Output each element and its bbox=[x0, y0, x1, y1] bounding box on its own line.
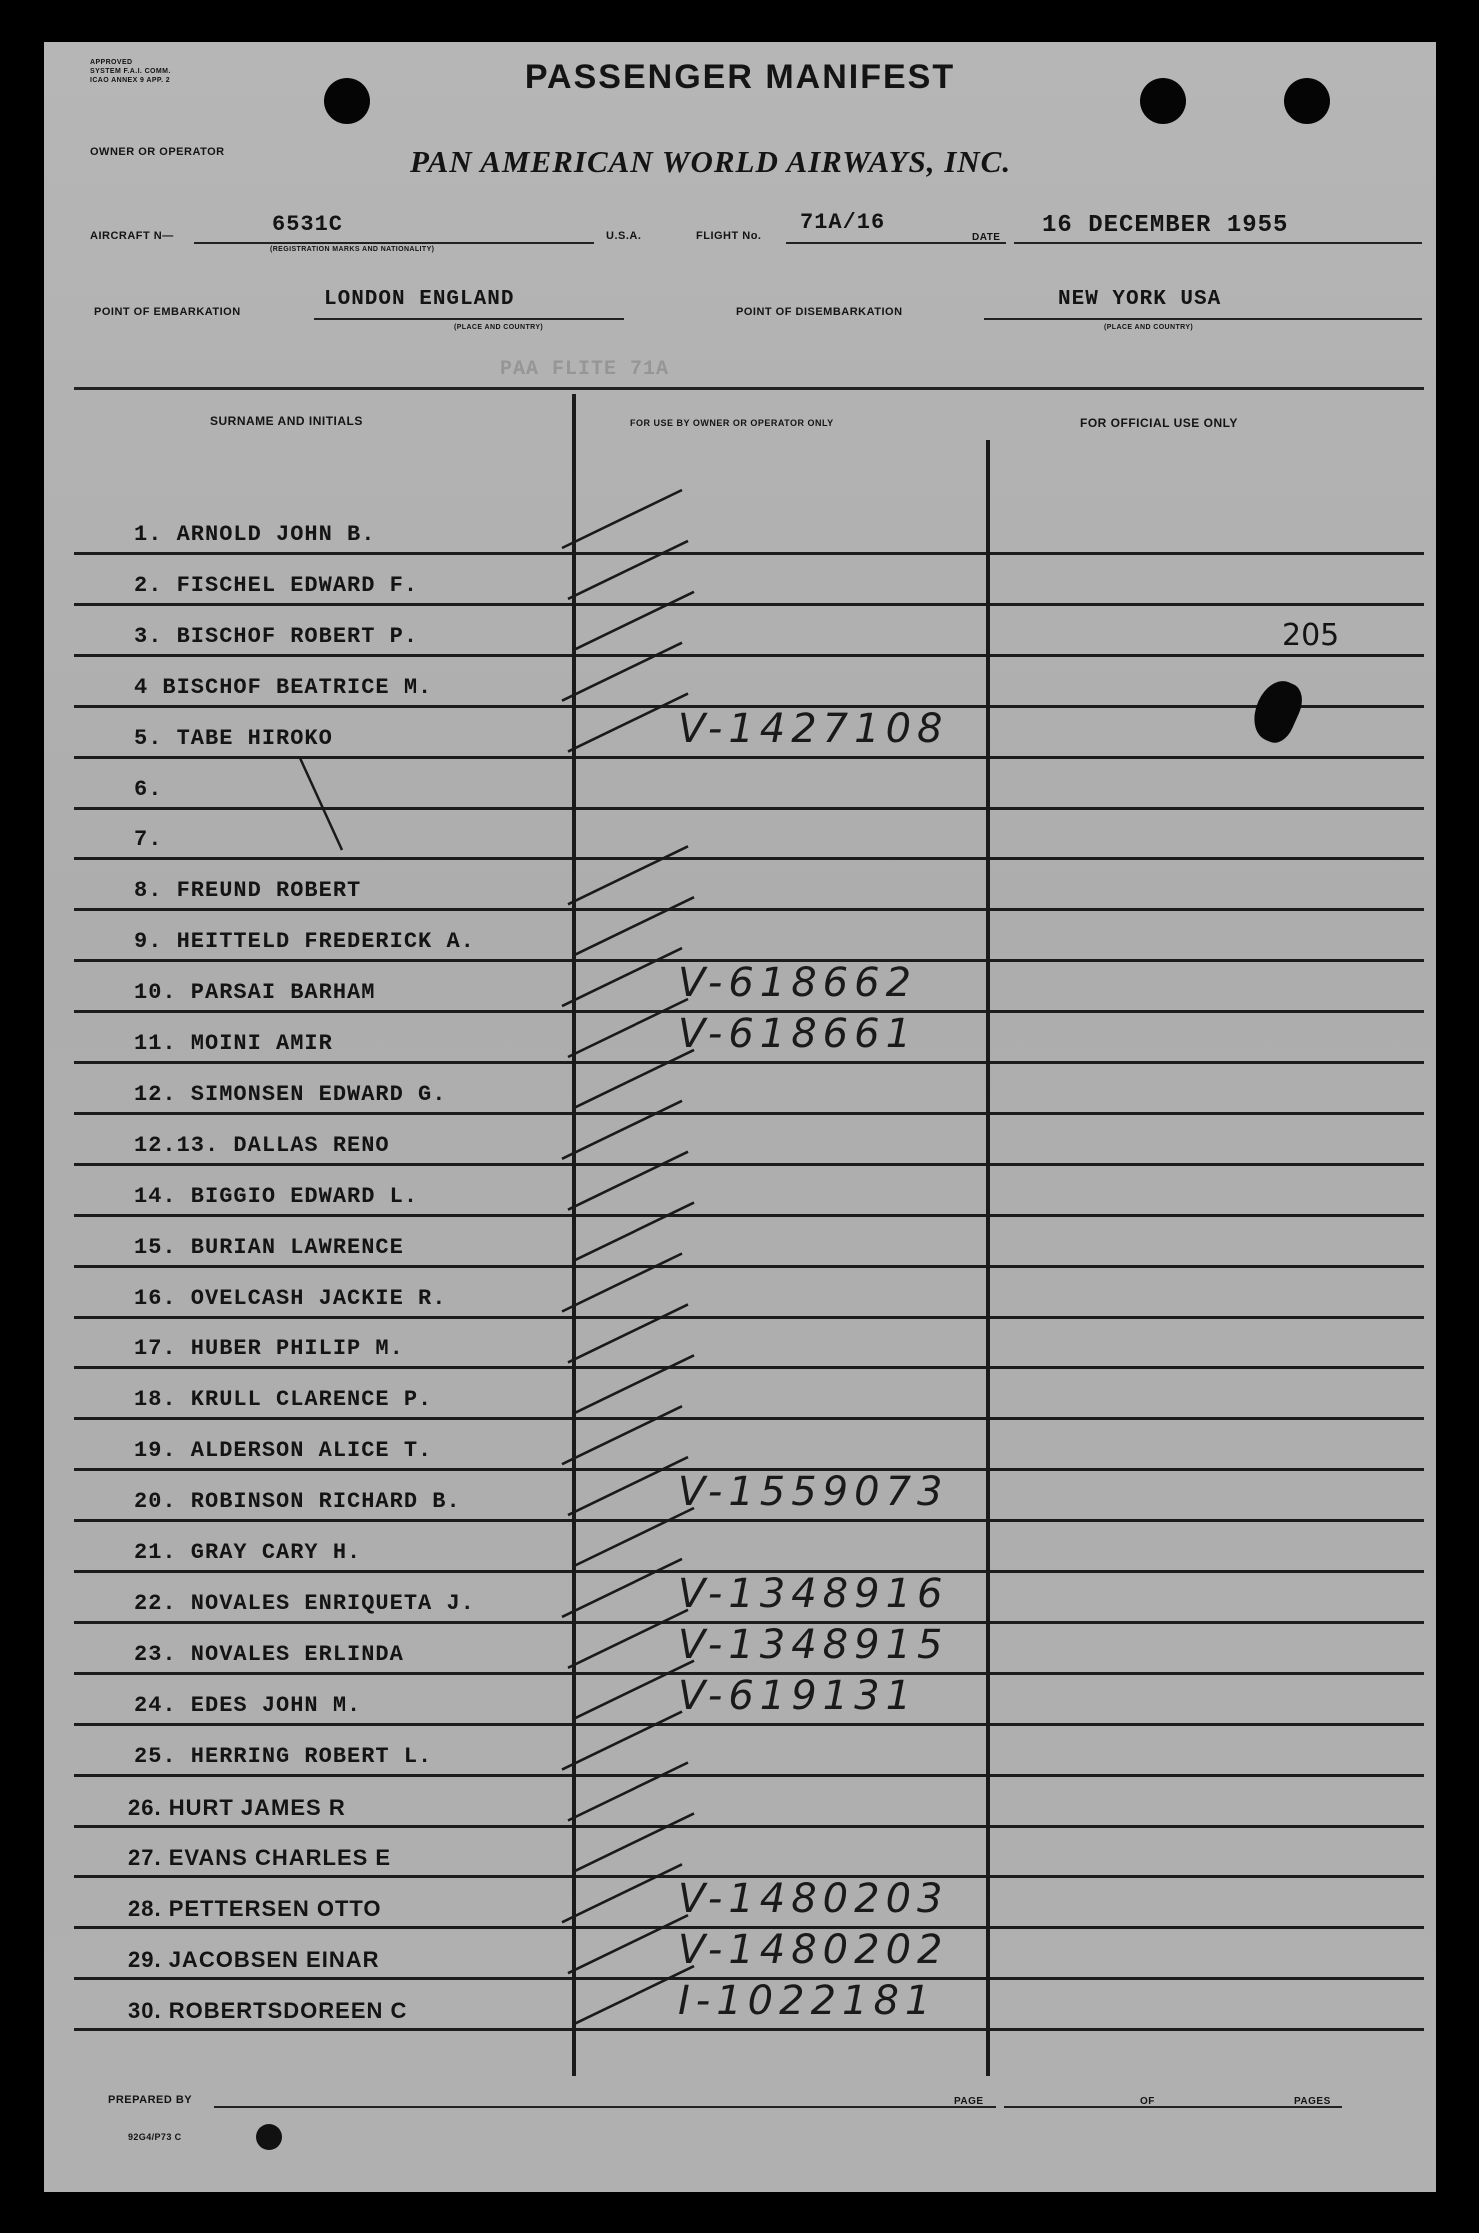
check-mark bbox=[574, 1508, 694, 1566]
disembark-value: NEW YORK USA bbox=[1058, 288, 1222, 311]
visa-number: V-1427108 bbox=[678, 705, 949, 752]
passenger-name: 25. HERRING ROBERT L. bbox=[134, 1743, 433, 1769]
passenger-name: 17. HUBER PHILIP M. bbox=[134, 1336, 404, 1362]
check-mark bbox=[574, 1355, 694, 1413]
visa-number: V-1480202 bbox=[678, 1927, 949, 1974]
disembark-label: POINT OF DISEMBARKATION bbox=[736, 306, 903, 318]
passenger-name: 19. ALDERSON ALICE T. bbox=[134, 1438, 433, 1464]
passenger-name: 12.13. DALLAS RENO bbox=[134, 1132, 390, 1158]
check-mark bbox=[568, 999, 688, 1057]
passenger-name: 24. EDES JOHN M. bbox=[134, 1692, 362, 1718]
check-mark bbox=[568, 846, 688, 904]
column-header-operator: FOR USE BY OWNER OR OPERATOR ONLY bbox=[630, 418, 834, 428]
check-mark bbox=[568, 1763, 688, 1821]
passenger-name: 2. FISCHEL EDWARD F. bbox=[134, 572, 419, 598]
visa-number: I-1022181 bbox=[678, 1978, 937, 2025]
check-mark bbox=[574, 897, 694, 955]
check-mark bbox=[562, 1254, 682, 1312]
official-number: 205 bbox=[1282, 618, 1340, 653]
check-mark bbox=[568, 541, 688, 599]
owner-label: OWNER OR OPERATOR bbox=[90, 146, 225, 158]
passenger-name: 7. bbox=[134, 827, 163, 853]
check-mark bbox=[568, 1457, 688, 1515]
column-header-official: FOR OFFICIAL USE ONLY bbox=[1080, 416, 1238, 430]
registration-caption: (REGISTRATION MARKS AND NATIONALITY) bbox=[270, 246, 435, 253]
check-mark bbox=[574, 1813, 694, 1871]
passenger-name: 5. TABE HIROKO bbox=[134, 725, 333, 751]
pages-label: PAGES bbox=[1294, 2096, 1331, 2107]
passenger-name: 18. KRULL CLARENCE P. bbox=[134, 1387, 433, 1413]
passenger-name: 14. BIGGIO EDWARD L. bbox=[134, 1183, 419, 1209]
column-header-name: SURNAME AND INITIALS bbox=[210, 414, 363, 428]
prepared-by-label: PREPARED BY bbox=[108, 2094, 193, 2106]
embark-caption: (PLACE AND COUNTRY) bbox=[454, 324, 544, 331]
check-mark bbox=[568, 1304, 688, 1362]
check-mark bbox=[562, 1406, 682, 1464]
passenger-name: 20. ROBINSON RICHARD B. bbox=[134, 1489, 461, 1515]
check-mark bbox=[574, 592, 694, 650]
visa-number: V-1348915 bbox=[678, 1621, 949, 1668]
check-mark bbox=[562, 490, 682, 548]
flight-label: FLIGHT No. bbox=[696, 230, 762, 242]
visa-number: V-1559073 bbox=[678, 1469, 949, 1516]
operator-check-marks bbox=[44, 42, 1436, 2192]
usa-label: U.S.A. bbox=[606, 230, 642, 242]
check-mark bbox=[574, 1661, 694, 1719]
check-mark bbox=[574, 1050, 694, 1108]
form-code: 92G4/P73 C bbox=[128, 2132, 182, 2142]
check-mark bbox=[562, 1101, 682, 1159]
flight-value: 71A/16 bbox=[800, 210, 886, 235]
visa-number: V-1348916 bbox=[678, 1570, 949, 1617]
passenger-name: 3. BISCHOF ROBERT P. bbox=[134, 623, 419, 649]
passenger-name: 10. PARSAI BARHAM bbox=[134, 980, 376, 1006]
check-mark bbox=[568, 694, 688, 752]
check-mark bbox=[562, 643, 682, 701]
approval-line: APPROVED bbox=[90, 59, 133, 66]
embark-value: LONDON ENGLAND bbox=[324, 288, 515, 311]
date-value: 16 DECEMBER 1955 bbox=[1042, 212, 1289, 239]
passenger-name: 11. MOINI AMIR bbox=[134, 1031, 333, 1056]
passenger-name: 16. OVELCASH JACKIE R. bbox=[134, 1285, 447, 1311]
passenger-name: 30. ROBERTSDOREEN C bbox=[128, 1998, 408, 2024]
faint-note: PAA FLITE 71A bbox=[500, 358, 670, 381]
check-mark bbox=[568, 1610, 688, 1668]
passenger-name: 22. NOVALES ENRIQUETA J. bbox=[134, 1590, 475, 1616]
check-mark bbox=[574, 1203, 694, 1261]
passenger-name: 8. FREUND ROBERT bbox=[134, 878, 362, 904]
owner-name: PAN AMERICAN WORLD AIRWAYS, INC. bbox=[410, 144, 1012, 179]
check-mark bbox=[568, 1152, 688, 1210]
visa-number: V-618662 bbox=[678, 960, 918, 1007]
passenger-name: 15. BURIAN LAWRENCE bbox=[134, 1234, 404, 1260]
check-mark bbox=[568, 1915, 688, 1973]
approval-line: SYSTEM F.A.I. COMM. bbox=[90, 68, 171, 75]
passenger-name: 6. bbox=[134, 776, 163, 802]
passenger-name: 21. GRAY CARY H. bbox=[134, 1540, 362, 1565]
check-mark bbox=[562, 1559, 682, 1617]
passenger-name: 12. SIMONSEN EDWARD G. bbox=[134, 1081, 447, 1107]
passenger-name: 4 BISCHOF BEATRICE M. bbox=[134, 674, 433, 700]
visa-number: V-618661 bbox=[678, 1011, 918, 1057]
passenger-name: 26. HURT JAMES R bbox=[128, 1794, 346, 1820]
passenger-name: 1. ARNOLD JOHN B. bbox=[134, 522, 376, 547]
passenger-name: 28. PETTERSEN OTTO bbox=[128, 1896, 382, 1922]
aircraft-label: AIRCRAFT N— bbox=[90, 230, 174, 242]
passenger-name: 27. EVANS CHARLES E bbox=[128, 1845, 392, 1871]
passenger-name: 9. HEITTELD FREDERICK A. bbox=[134, 929, 475, 955]
page-title: PASSENGER MANIFEST bbox=[524, 58, 956, 96]
passenger-name: 23. NOVALES ERLINDA bbox=[134, 1641, 404, 1667]
check-mark bbox=[562, 1864, 682, 1922]
passenger-name: 29. JACOBSEN EINAR bbox=[128, 1947, 380, 1973]
page-label: PAGE bbox=[954, 2096, 984, 2107]
manifest-sheet bbox=[44, 42, 1436, 2192]
date-label: DATE bbox=[972, 232, 1001, 243]
check-mark bbox=[574, 1966, 694, 2024]
of-label: OF bbox=[1140, 2096, 1155, 2107]
disembark-caption: (PLACE AND COUNTRY) bbox=[1104, 324, 1194, 331]
aircraft-value: 6531C bbox=[272, 212, 344, 237]
visa-number: V-619131 bbox=[678, 1672, 918, 1719]
visa-number: V-1480203 bbox=[678, 1876, 949, 1923]
check-mark bbox=[562, 1712, 682, 1770]
embark-label: POINT OF EMBARKATION bbox=[94, 306, 241, 318]
approval-line: ICAO ANNEX 9 APP. 2 bbox=[90, 77, 171, 84]
pen-stroke bbox=[300, 758, 342, 850]
check-mark bbox=[562, 948, 682, 1006]
